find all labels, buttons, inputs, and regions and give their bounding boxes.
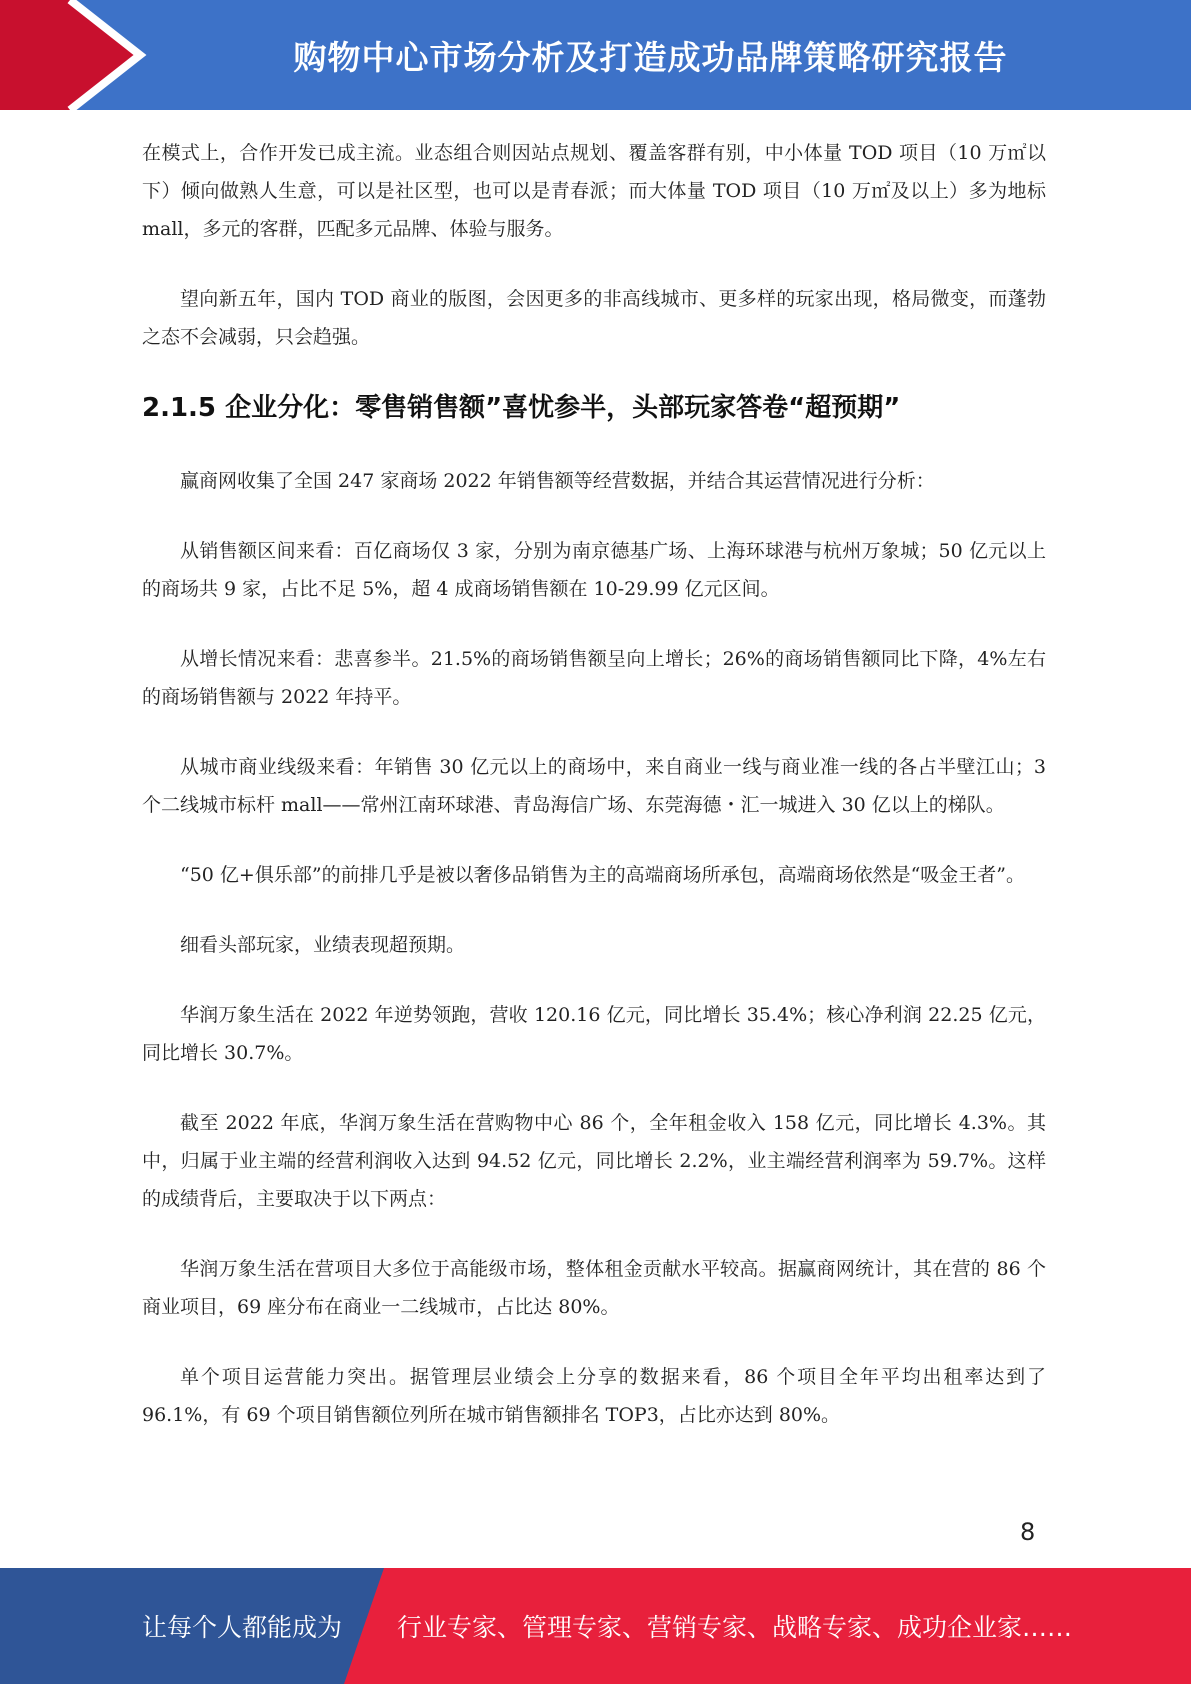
page-footer <box>0 1568 1191 1684</box>
paragraph-tod-model: 在模式上，合作开发已成主流。业态组合则因站点规划、覆盖客群有别，中小体量 TOD 项目（10 万㎡以下）倾向做熟人生意，可以是社区型，也可以是青春派；而大体量 TOD 项目（10 万㎡及以上）多为地标 mall，多元的客群，匹配多元品牌、体验与服务。 <box>142 142 1046 240</box>
footer-slogan-right: 行业专家、管理专家、营销专家、战略专家、成功企业家…… <box>397 1613 1073 1642</box>
paragraph-growth: 从增长情况来看：悲喜参半。21.5%的商场销售额呈向上增长；26%的商场销售额同比下降，4%左右的商场销售额与 2022 年持平。 <box>142 648 1046 708</box>
paragraph-data-source: 赢商网收集了全国 247 家商场 2022 年销售额等经营数据，并结合其运营情况进行分析： <box>180 470 935 492</box>
paragraph-50b-club: “50 亿+俱乐部”的前排几乎是被以奢侈品销售为主的高端商场所承包，高端商场依然是“吸金王者”。 <box>180 864 1025 886</box>
header-chevron-icon <box>0 0 160 110</box>
paragraph-crmixc-malls: 截至 2022 年底，华润万象生活在营购物中心 86 个，全年租金收入 158 亿元，同比增长 4.3%。其中，归属于业主端的经营利润收入达到 94.52 亿元，同比增长 2.2%，业主端经营利润率为 59.7%。这样的成绩背后，主要取决于以下两点： <box>142 1112 1046 1210</box>
paragraph-next-five-years: 望向新五年，国内 TOD 商业的版图，会因更多的非高线城市、更多样的玩家出现，格局微变，而蓬勃之态不会减弱，只会趋强。 <box>142 288 1046 348</box>
paragraph-sales-range: 从销售额区间来看：百亿商场仅 3 家，分别为南京德基广场、上海环球港与杭州万象城；50 亿元以上的商场共 9 家，占比不足 5%，超 4 成商场销售额在 10-29.99 亿元区间。 <box>142 540 1046 600</box>
page-number: 8 <box>1020 1518 1036 1546</box>
footer-slogan-left: 让每个人都能成为 <box>142 1613 343 1642</box>
page-header <box>0 0 1191 110</box>
paragraph-city-tier: 从城市商业线级来看：年销售 30 亿元以上的商场中，来自商业一线与商业准一线的各占半壁江山；3 个二线城市标杆 mall——常州江南环球港、青岛海信广场、东莞海德・汇一城进入 30 亿以上的梯队。 <box>142 756 1046 816</box>
section-heading-2-1-5: 2.1.5 企业分化：零售销售额”喜忧参半，头部玩家答卷“超预期” <box>142 393 901 423</box>
report-body <box>142 134 1046 1466</box>
paragraph-high-tier-markets: 华润万象生活在营项目大多位于高能级市场，整体租金贡献水平较高。据赢商网统计，其在营的 86 个商业项目，69 座分布在商业一二线城市，占比达 80%。 <box>142 1258 1046 1318</box>
paragraph-operations: 单个项目运营能力突出。据管理层业绩会上分享的数据来看，86 个项目全年平均出租率达到了 96.1%，有 69 个项目销售额位列所在城市销售额排名 TOP3，占比亦达到 80%。 <box>142 1366 1046 1426</box>
document-title: 购物中心市场分析及打造成功品牌策略研究报告 <box>293 37 1008 77</box>
paragraph-crmixc-revenue: 华润万象生活在 2022 年逆势领跑，营收 120.16 亿元，同比增长 35.4%；核心净利润 22.25 亿元，同比增长 30.7%。 <box>142 1004 1046 1064</box>
paragraph-top-players: 细看头部玩家，业绩表现超预期。 <box>180 934 466 956</box>
